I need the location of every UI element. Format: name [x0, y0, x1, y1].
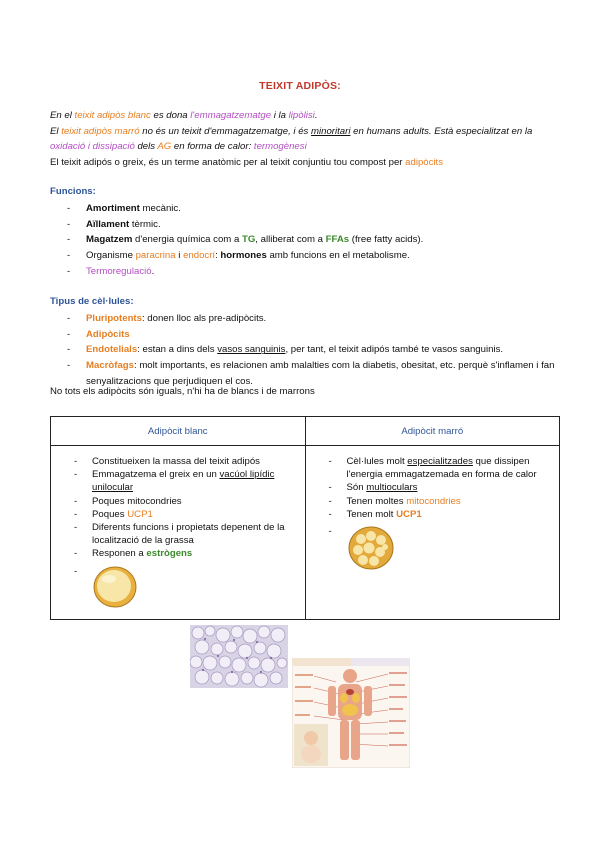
list-item: - Tenen moltes mitocondries [307, 495, 559, 508]
list-item: - Amortiment mecànic. [50, 201, 570, 217]
white-adipocyte-cell [51, 446, 306, 620]
page-title: TEIXIT ADIPÒS: [259, 80, 341, 92]
adipose-tissue-micrograph [190, 625, 288, 688]
cell-types-list [50, 311, 570, 390]
list-item: - Pluripotents: donen lloc als pre-adipòcits. [50, 311, 570, 327]
intro-line-white: En el teixit adipòs blanc es dona l'emmagatzematge i la lipòlisi. [50, 110, 318, 121]
list-item: - Cèl·lules molt especialitzades que dissipen l'energia emmagatzemada en forma de calor [307, 455, 559, 481]
list-item: - Són multioculars [307, 481, 559, 494]
list-item: - Tenen molt UCP1 [307, 508, 559, 521]
list-item: - Poques mitocondries [52, 495, 304, 508]
list-item [52, 565, 304, 609]
functions-list [50, 201, 570, 280]
list-item: - Emmagatzema el greix en un vacúol lipídic unilocular [52, 468, 304, 494]
list-item: - Endotelials: estan a dins dels vasos sanguinis, per tant, el teixit adipós també te vasos sanguinis. [50, 342, 570, 358]
white-adipocyte-list [52, 455, 304, 609]
comparison-table [50, 416, 560, 620]
intro-line-definition: El teixit adipós o greix, és un terme anatòmic per al teixit conjuntiu tou compost per adipòcits [50, 156, 444, 168]
brown-adipocyte-list [307, 455, 559, 571]
list-item: - Adipòcits [50, 327, 570, 343]
adipose-distribution-diagram [292, 658, 410, 768]
list-item: - Poques UCP1 [52, 508, 304, 521]
brown-adipocyte-icon [347, 525, 395, 571]
list-item: - Diferents funcions i propietats depenent de la localització de la grassa [52, 521, 304, 547]
intro-line-brown: El teixit adipòs marró no és un teixit d'emmagatzematge, i és minoritari en humans adults. Està especialitzat en la oxidació i dissipació dels AG en forma de calor: termogènesi [50, 125, 533, 152]
white-adipocyte-icon [92, 565, 138, 609]
list-item: - Macròfags: molt importants, es relacionen amb malalties com la diabetis, obesitat, etc. perquè s'inflamen i fan senyalitzacions que perjudiquen el cos. [50, 358, 570, 389]
intro-paragraph [50, 108, 560, 170]
list-item: - Responen a estrògens [52, 547, 304, 560]
list-item: - Termoregulació. [50, 264, 570, 280]
list-item [307, 525, 559, 571]
functions-heading: Funcions: [50, 186, 96, 197]
brown-adipocyte-cell [305, 446, 560, 620]
list-item: - Magatzem d'energia química com a TG, alliberat com a FFAs (free fatty acids). [50, 232, 570, 248]
note-text: No tots els adipòcits són iguals, n'hi ha de blancs i de marrons [50, 386, 315, 397]
list-item: - Aïllament tèrmic. [50, 217, 570, 233]
brown-adipocyte-header: Adipòcit marró [305, 417, 560, 446]
cell-types-heading: Tipus de cèl·lules: [50, 296, 134, 307]
list-item: - Constitueixen la massa del teixit adipós [52, 455, 304, 468]
white-adipocyte-header: Adipòcit blanc [51, 417, 306, 446]
list-item: - Organisme paracrina i endocrí: hormones amb funcions en el metabolisme. [50, 248, 570, 264]
